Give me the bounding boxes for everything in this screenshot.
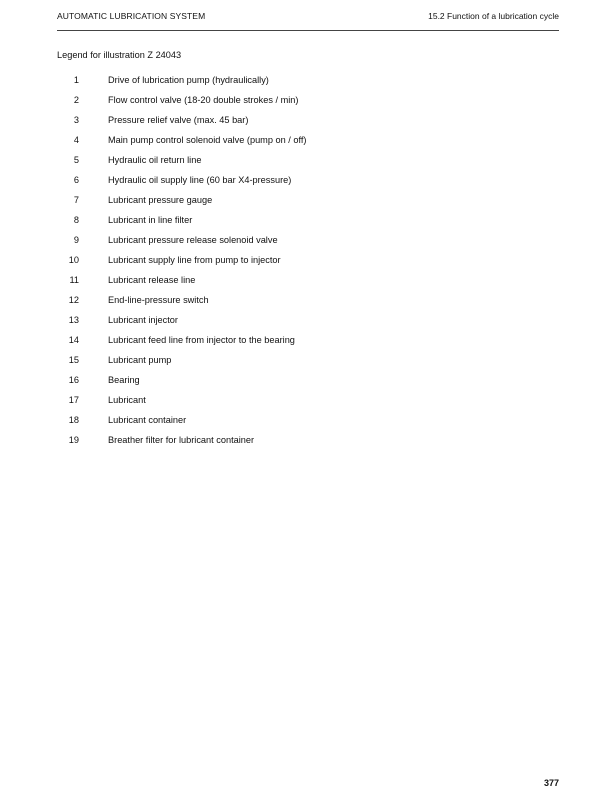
legend-item (57, 95, 537, 115)
legend-item-number: 13 (68, 315, 79, 325)
legend-item-number: 19 (68, 435, 79, 445)
legend-item-text: Lubricant feed line from injector to the bearing (108, 335, 295, 345)
legend-item (57, 235, 537, 255)
legend-item-number: 10 (68, 255, 79, 265)
legend-item-number: 2 (73, 95, 79, 105)
legend-item (57, 335, 537, 355)
legend-item (57, 255, 537, 275)
legend-item-text: End-line-pressure switch (108, 295, 209, 305)
legend-item-text: Lubricant in line filter (108, 215, 193, 225)
legend-item (57, 295, 537, 315)
legend-item-text: Drive of lubrication pump (hydraulically) (108, 75, 269, 85)
legend-item-text: Hydraulic oil return line (108, 155, 202, 165)
legend-item-number: 18 (68, 415, 79, 425)
legend-item-number: 9 (73, 235, 79, 245)
legend-title: Legend for illustration Z 24043 (57, 50, 182, 60)
legend-item (57, 355, 537, 375)
legend-item-number: 6 (73, 175, 79, 185)
legend-item-number: 12 (68, 295, 79, 305)
legend-item-number: 15 (68, 355, 79, 365)
legend-item (57, 275, 537, 295)
header-chapter-title: 15.2 Function of a lubrication cycle (428, 11, 559, 21)
legend-item (57, 215, 537, 235)
legend-item-text: Lubricant supply line from pump to injector (108, 255, 281, 265)
legend-item-text: Hydraulic oil supply line (60 bar X4-pressure) (108, 175, 292, 185)
legend-item-number: 17 (68, 395, 79, 405)
page-number: 377 (543, 778, 559, 788)
legend-item-text: Lubricant pressure gauge (108, 195, 213, 205)
legend-item-number: 5 (73, 155, 79, 165)
legend-item-text: Lubricant pump (108, 355, 172, 365)
legend-item-number: 11 (69, 275, 79, 285)
legend-item (57, 315, 537, 335)
legend-item-number: 16 (68, 375, 79, 385)
legend-item-text: Breather filter for lubricant container (108, 435, 255, 445)
legend-item-text: Main pump control solenoid valve (pump on / off) (108, 135, 307, 145)
legend-item-text: Flow control valve (18-20 double strokes / min) (108, 95, 299, 105)
legend-item-text: Lubricant pressure release solenoid valve (108, 235, 278, 245)
legend-item-number: 7 (73, 195, 79, 205)
legend-item (57, 415, 537, 435)
legend-item (57, 155, 537, 175)
legend-item-text: Lubricant (108, 395, 146, 405)
legend-item (57, 435, 537, 455)
legend-item (57, 195, 537, 215)
legend-item-text: Lubricant injector (108, 315, 178, 325)
header-divider (57, 30, 559, 31)
legend-list (57, 75, 537, 455)
legend-item (57, 375, 537, 395)
legend-item-number: 14 (68, 335, 79, 345)
legend-item-text: Pressure relief valve (max. 45 bar) (108, 115, 249, 125)
legend-item (57, 395, 537, 415)
legend-item-number: 3 (73, 115, 79, 125)
legend-item-number: 8 (73, 215, 79, 225)
legend-item (57, 135, 537, 155)
legend-item (57, 175, 537, 195)
legend-item (57, 115, 537, 135)
legend-item-text: Lubricant release line (108, 275, 196, 285)
legend-item-text: Lubricant container (108, 415, 187, 425)
legend-item-text: Bearing (108, 375, 140, 385)
legend-item (57, 75, 537, 95)
legend-item-number: 1 (73, 75, 79, 85)
header-section-title: AUTOMATIC LUBRICATION SYSTEM (57, 11, 206, 21)
legend-item-number: 4 (73, 135, 79, 145)
